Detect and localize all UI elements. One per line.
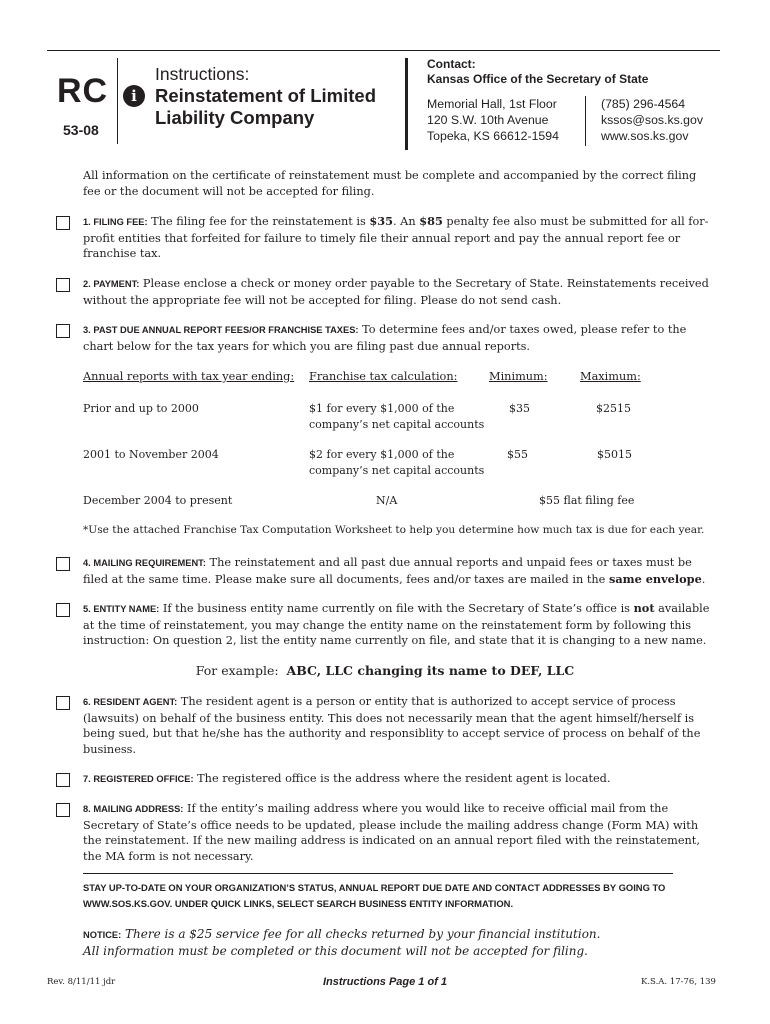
address-line: 120 S.W. 10th Avenue	[427, 113, 549, 127]
resident-agent-item	[83, 694, 713, 757]
page-number: Instructions Page 1 of 1	[322, 976, 448, 988]
item-label: 2. PAYMENT:	[83, 279, 140, 289]
item-text: If the business entity name currently on file with the Secretary of State’s office is	[159, 602, 634, 615]
item-text: penalty fee also must be submitted for all for-profit entities that forfeited for failure to timely file their annual report and pay the annual report fee or franchise tax.	[83, 215, 709, 260]
table-note: *Use the attached Franchise Tax Computation Worksheet to help you determine how much tax is due for each year.	[83, 524, 705, 536]
info-icon: i	[123, 85, 145, 107]
item-label: 3. PAST DUE ANNUAL REPORT FEES/OR FRANCHISE TAXES:	[83, 325, 359, 335]
table-header: Franchise tax calculation:	[309, 370, 458, 383]
item-label: 6. RESIDENT AGENT:	[83, 697, 178, 707]
header-divider-thick	[405, 58, 408, 150]
emphasis: not	[633, 601, 655, 615]
header-rule	[47, 50, 720, 51]
resident-agent-checkbox[interactable]	[56, 696, 70, 710]
item-text: To determine fees and/or taxes owed, please refer to the chart below for the tax years for which you are filing past due annual reports.	[83, 323, 687, 353]
table-cell: $5015	[597, 448, 632, 461]
notice-label: NOTICE:	[83, 930, 122, 940]
item-text: The resident agent is a person or entity that is authorized to accept service of process (lawsuits) on behalf of the business entity. This does not necessarily mean that the agent himself/herself is being sued, but that he/she has the authority and responsiblity to accept service of process on behalf of the business.	[83, 695, 701, 756]
contact-address	[427, 96, 559, 144]
mailing-address-item	[83, 801, 713, 864]
header-divider	[117, 58, 118, 144]
contact-phone: (785) 296-4564	[601, 97, 686, 111]
mailing-address-checkbox[interactable]	[56, 803, 70, 817]
registered-office-checkbox[interactable]	[56, 773, 70, 787]
item-label: 1. FILING FEE:	[83, 217, 148, 227]
form-number: 53-08	[63, 122, 99, 138]
address-line: Memorial Hall, 1st Floor	[427, 97, 557, 111]
item-label: 5. ENTITY NAME:	[83, 604, 160, 614]
notice-line	[83, 926, 703, 943]
item-text: The reinstatement and all past due annual reports and unpaid fees or taxes must be filed at the same time. Please make sure all documents, fees and/or taxes are mailed in the	[83, 556, 692, 586]
instructions-label: Instructions:	[155, 64, 250, 84]
past-due-item	[83, 322, 713, 354]
example-label: For example:	[195, 663, 279, 678]
filing-fee-checkbox[interactable]	[56, 216, 70, 230]
contact-label: Contact:	[427, 57, 476, 71]
penalty-amount: $85	[419, 214, 443, 228]
table-cell: N/A	[376, 494, 398, 507]
entity-name-item	[83, 601, 713, 649]
item-label: 8. MAILING ADDRESS:	[83, 804, 184, 814]
item-label: 4. MAILING REQUIREMENT:	[83, 558, 206, 568]
emphasis: same envelope	[608, 571, 702, 586]
item-text: The registered office is the address where the resident agent is located.	[193, 772, 611, 785]
payment-item	[83, 276, 713, 308]
payment-checkbox[interactable]	[56, 278, 70, 292]
item-text: The filing fee for the reinstatement is	[147, 215, 370, 228]
table-cell: $35	[509, 402, 530, 415]
revision: Rev. 8/11/11 jdr	[47, 977, 116, 987]
table-cell: 2001 to November 2004	[83, 448, 219, 461]
calc-line: company’s net capital accounts	[309, 417, 485, 431]
table-header: Annual reports with tax year ending:	[83, 370, 295, 383]
address-line: Topeka, KS 66612-1594	[427, 129, 559, 143]
contact-divider	[585, 96, 586, 146]
item-text: . An	[393, 215, 420, 228]
form-code: RC	[57, 72, 109, 110]
table-cell	[309, 447, 484, 478]
filing-fee-item	[83, 214, 713, 262]
notice	[83, 926, 703, 959]
table-cell: $55	[507, 448, 528, 461]
stay-up-to-date: STAY UP-TO-DATE ON YOUR ORGANIZATION’S STATUS, ANNUAL REPORT DUE DATE AND CONTACT ADDRESSES BY GOING TO WWW.SOS.KS.GOV. UNDER QUICK LINKS, SELECT SEARCH BUSINESS ENTITY INFORMATION.	[83, 882, 666, 909]
item-text: If the entity’s mailing address where you would like to receive official mail from the Secretary of State’s office needs to be updated, please include the mailing address change (Form MA) with the reinstatement. If the new mailing address is indicated on an annual report filed with the reinstatement, the MA form is not necessary.	[83, 802, 700, 863]
table-cell: Prior and up to 2000	[83, 402, 199, 415]
table-header: Maximum:	[580, 370, 641, 383]
past-due-checkbox[interactable]	[56, 324, 70, 338]
entity-name-checkbox[interactable]	[56, 603, 70, 617]
divider	[83, 873, 673, 874]
page-title: Reinstatement of Limited Liability Company	[155, 85, 376, 128]
contact-email: kssos@sos.ks.gov	[601, 113, 704, 127]
intro-text: All information on the certificate of reinstatement must be complete and accompanied by the correct filing fee or the document will not be accepted for filing.	[83, 169, 697, 198]
notice-line: All information must be completed or this document will not be accepted for filing.	[83, 944, 588, 958]
fee-amount: $35	[369, 214, 393, 228]
example-value: ABC, LLC changing its name to DEF, LLC	[286, 663, 575, 678]
registered-office-item	[83, 771, 713, 788]
table-cell: $55 flat filing fee	[539, 494, 635, 507]
notice-text: There is a $25 service fee for all checks returned by your financial institution.	[121, 927, 601, 941]
item-text: .	[701, 572, 706, 586]
table-header: Minimum:	[489, 370, 548, 383]
calc-line: $1 for every $1,000 of the	[309, 402, 455, 415]
table-cell: $2515	[596, 402, 631, 415]
mailing-requirement-checkbox[interactable]	[56, 557, 70, 571]
statute: K.S.A. 17-76, 139	[641, 977, 716, 987]
item-text: Please enclose a check or money order payable to the Secretary of State. Reinstatements received without the appropriate fee will not be accepted for filing. Please do not send cash.	[83, 277, 709, 307]
table-cell	[309, 401, 484, 432]
calc-line: $2 for every $1,000 of the	[309, 448, 455, 461]
item-text: available at the time of reinstatement, you may change the entity name on the reinstatement form by following this instruction: On question 2, list the entity name currently on file, and state that it is changing to a new name.	[83, 602, 710, 647]
contact-org: Kansas Office of the Secretary of State	[427, 72, 649, 86]
example-line	[0, 663, 770, 678]
table-cell: December 2004 to present	[83, 494, 233, 507]
calc-line: company’s net capital accounts	[309, 463, 485, 477]
contact-website: www.sos.ks.gov	[601, 129, 689, 143]
mailing-requirement-item	[83, 555, 713, 587]
item-label: 7. REGISTERED OFFICE:	[83, 774, 194, 784]
contact-details	[601, 96, 703, 144]
